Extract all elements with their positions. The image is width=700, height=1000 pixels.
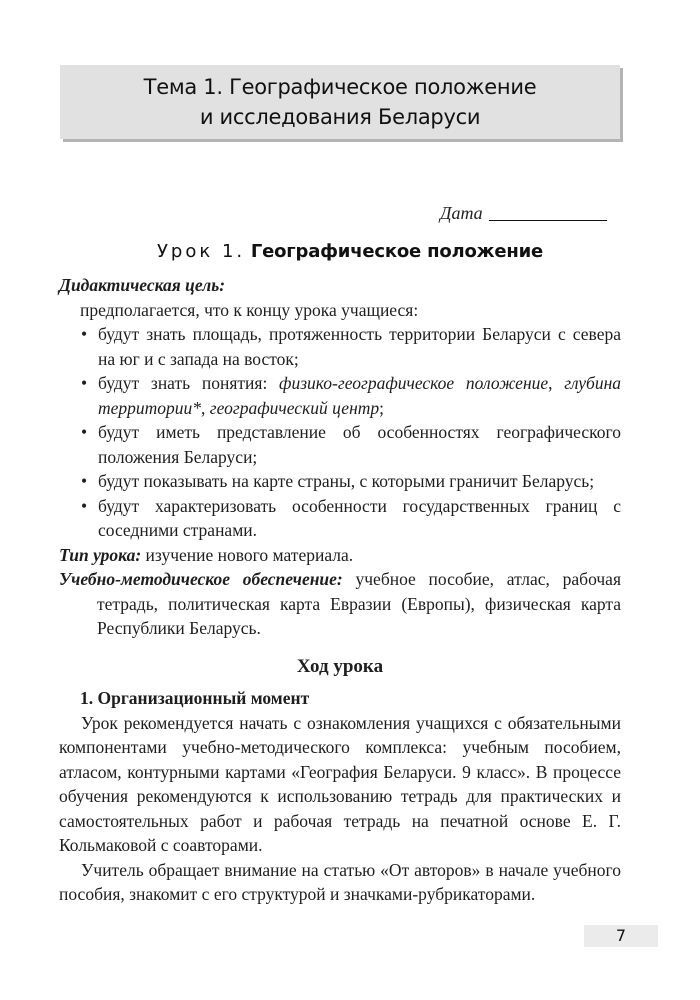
- goal-item: • будут характеризовать особенности государственных границ с соседними странами.: [81, 495, 621, 540]
- page-number: 7: [584, 925, 658, 947]
- goal-item: • будут показывать на карте страны, с которыми граничит Беларусь;: [59, 469, 621, 494]
- goals-list: [59, 322, 621, 543]
- goal-item: • будут иметь представление об особенностях географического положения Беларуси;: [81, 422, 621, 467]
- date-label: Дата: [440, 203, 483, 223]
- section-title: 1. Организационный момент: [80, 688, 310, 708]
- course-title: Ход урока: [296, 655, 384, 677]
- bullet-icon: •: [81, 422, 88, 442]
- bullet-icon: •: [81, 373, 88, 393]
- didactic-goal-intro: предполагается, что к концу урока учащиеся:: [80, 299, 419, 320]
- topic-title-line-2: и исследования Беларуси: [199, 105, 481, 129]
- term-geographic-center: географический центр: [209, 397, 380, 418]
- topic-header-box: [60, 65, 620, 139]
- term-physical-geographic-position: физико-географическое положение: [279, 373, 549, 393]
- term-territory-depth: глубина территории*: [98, 373, 622, 418]
- date-blank-line: [489, 220, 607, 221]
- paragraph: Урок рекомендуется начать с ознакомления учащихся с обязательными компонентами учебно-методического комплекса: учебным пособием, атласом, контурными картами «География Беларуси. 9 класс». В процессе обучения рекомендуются к использованию тетрадь для практических и самостоятельных работ и рабочая тетрадь на печатной основе Е. Г. Кольмаковой с соавторами.: [59, 712, 621, 855]
- lesson-type-label: Тип урока:: [59, 544, 142, 565]
- bullet-icon: •: [81, 495, 88, 516]
- topic-title-line-1: Тема 1. Географическое положение: [143, 75, 537, 99]
- resources: [59, 567, 621, 641]
- lesson-number: Урок 1.: [156, 241, 246, 262]
- lesson-name: Географическое положение: [250, 241, 544, 262]
- lesson-content: [59, 273, 621, 907]
- lesson-type: [59, 543, 621, 568]
- goal-item: • будут знать площадь, протяженность территории Беларуси с севера на юг и с запада на восток;: [81, 324, 621, 369]
- resources-label: Учебно-методическое обеспечение:: [59, 569, 343, 589]
- bullet-icon: •: [81, 471, 88, 491]
- goal-item: • будут знать понятия: физико-географическое положение, глубина территории*, географический центр;: [81, 373, 622, 418]
- bullet-icon: •: [81, 324, 88, 344]
- didactic-goal-label: Дидактическая цель:: [59, 275, 226, 295]
- paragraph: Учитель обращает внимание на статью «От авторов» в начале учебного пособия, знакомит с его структурой и значками-рубрикаторами.: [59, 859, 621, 904]
- lesson-title: [0, 241, 700, 262]
- resources-value: учебное пособие, атлас, рабочая тетрадь, политическая карта Евразии (Европы), физическая карта Республики Беларусь.: [97, 569, 621, 638]
- lesson-type-value: изучение нового материала.: [141, 544, 354, 565]
- date-field: [440, 203, 607, 224]
